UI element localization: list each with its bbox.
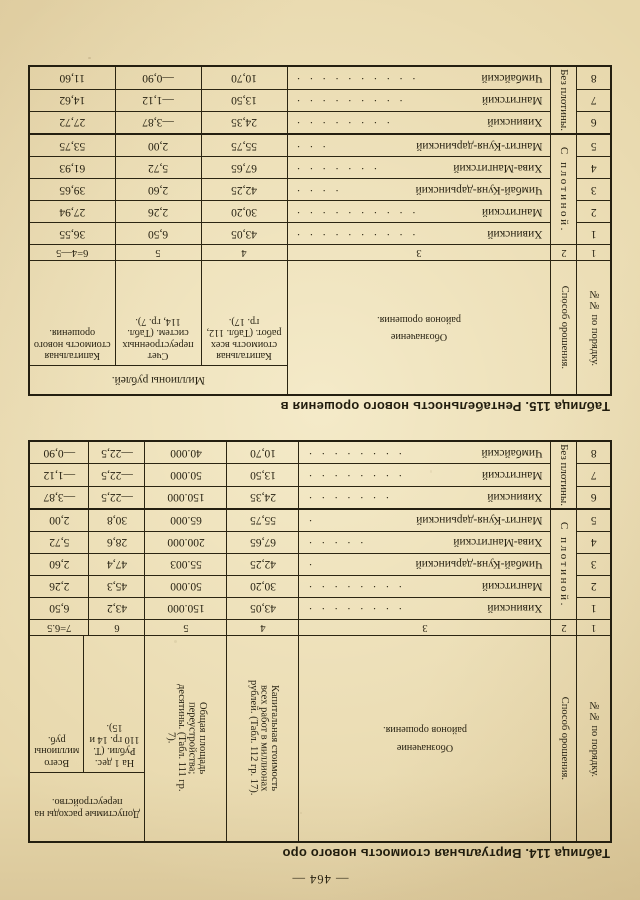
value-capital-cost: 42,25 xyxy=(227,554,299,576)
region-name-cell xyxy=(299,532,551,554)
row-number: 1 xyxy=(577,223,611,245)
colnum-2: 2 xyxy=(551,245,577,261)
row-number: 7 xyxy=(577,464,611,486)
value-capital-cost: 10,70 xyxy=(201,66,287,89)
header-capital-cost-all-works: Капитальная стоимость всех работ в миллионах рублей. (Табл. 112 гр. 17). xyxy=(227,636,299,843)
row-number: 6 xyxy=(577,486,611,509)
leader-dots: · · · · · · · xyxy=(293,161,378,174)
value-capital-cost: 30,20 xyxy=(201,201,287,223)
leader-dots: · · · · · · · · · · xyxy=(293,205,416,218)
header-allowable-expenses-group xyxy=(29,636,145,843)
table-row xyxy=(29,134,611,157)
leader-dots: · xyxy=(305,558,313,571)
row-number: 1 xyxy=(577,598,611,620)
leader-dots: · · · · · · · · · xyxy=(293,94,403,107)
header-region-designation: Обозначение районов орошения. xyxy=(299,636,551,843)
header-capital-cost-new-irrigation: Капитальная стоимость нового орошения. xyxy=(29,261,115,366)
table-115-wrapper xyxy=(28,65,612,414)
value-area: 40.000 xyxy=(145,441,227,464)
value-new-irrigation: 53,75 xyxy=(29,134,115,157)
colnum-2: 2 xyxy=(551,620,577,636)
page-number: — 464 — xyxy=(291,872,349,886)
region-name-cell xyxy=(299,598,551,620)
row-number: 5 xyxy=(577,134,611,157)
value-total: —0,90 xyxy=(29,441,89,464)
region-name-cell xyxy=(287,157,551,179)
leader-dots: · · · · · · · · xyxy=(305,469,403,482)
value-capital-cost: 10,70 xyxy=(227,441,299,464)
table-row xyxy=(29,89,611,111)
table-114-header-row xyxy=(29,636,611,843)
value-new-irrigation: 61,93 xyxy=(29,157,115,179)
value-rebuilt-systems: 5,72 xyxy=(115,157,201,179)
region-name: Хивинский xyxy=(487,602,543,615)
table-row xyxy=(29,509,611,532)
leader-dots: · · · · xyxy=(293,183,339,196)
method-group-without-dam: Без плотины. xyxy=(551,66,577,134)
table-row xyxy=(29,532,611,554)
table-115-title: Таблица 115. Рентабельность нового орошения в xyxy=(280,399,610,415)
region-name-cell xyxy=(287,134,551,157)
value-total: 5,72 xyxy=(29,532,89,554)
value-new-irrigation: 36,55 xyxy=(29,223,115,245)
region-name-cell xyxy=(299,441,551,464)
colnum-5: 5 xyxy=(145,620,227,636)
region-name-cell xyxy=(287,201,551,223)
region-name: Чимбай-Куня-дарьинский xyxy=(415,183,543,196)
value-total: 6,50 xyxy=(29,598,89,620)
value-capital-cost: 13,50 xyxy=(201,89,287,111)
table-row xyxy=(29,179,611,201)
region-name: Хива-Мангитский xyxy=(453,161,543,174)
leader-dots: · · · · · · · · xyxy=(293,116,391,129)
table-row xyxy=(29,441,611,464)
value-total: —3,87 xyxy=(29,486,89,509)
value-total: 2,26 xyxy=(29,576,89,598)
value-area: 200.000 xyxy=(145,532,227,554)
region-name: Хивинский xyxy=(487,116,543,129)
value-area: 65.000 xyxy=(145,509,227,532)
region-name: Чимбайский xyxy=(481,71,543,84)
header-account-rebuilt-systems: Счет переустроенных систем. (Табл. 114, гр. 7). xyxy=(115,261,201,366)
row-number: 6 xyxy=(577,111,611,134)
value-per-desyatina: —22,5 xyxy=(89,486,145,509)
region-name-cell xyxy=(299,464,551,486)
header-millions-rubles: Миллионы рублей. xyxy=(29,366,287,396)
value-capital-cost: 55,75 xyxy=(227,509,299,532)
table-115-header-row xyxy=(29,366,611,396)
table-114-wrapper xyxy=(28,440,612,861)
region-name: Мангитский xyxy=(481,205,543,218)
leader-dots: · · · · · · · · · · xyxy=(293,227,416,240)
row-number: 3 xyxy=(577,179,611,201)
row-number: 3 xyxy=(577,554,611,576)
value-area: 50.000 xyxy=(145,576,227,598)
row-number: 2 xyxy=(577,576,611,598)
colnum-4: 4 xyxy=(201,245,287,261)
value-capital-cost: 24,35 xyxy=(227,486,299,509)
region-name: Мангитский xyxy=(481,94,543,107)
value-area: 55.003 xyxy=(145,554,227,576)
region-name-cell xyxy=(299,576,551,598)
method-group-with-dam: С плотиной. xyxy=(551,509,577,620)
row-number: 4 xyxy=(577,532,611,554)
region-name-cell xyxy=(287,111,551,134)
header-irrigation-method: Способ орошения. xyxy=(551,636,577,843)
value-per-desyatina: 47,4 xyxy=(89,554,145,576)
value-per-desyatina: 45,3 xyxy=(89,576,145,598)
region-name: Чимбай-Куня-дарьинский xyxy=(415,558,543,571)
header-allowable-expenses-label: Допустимые расходы на переустройство. xyxy=(30,773,145,842)
table-row xyxy=(29,201,611,223)
value-capital-cost: 30,20 xyxy=(227,576,299,598)
row-number: 5 xyxy=(577,509,611,532)
value-total: 2,00 xyxy=(29,509,89,532)
value-new-irrigation: 39,65 xyxy=(29,179,115,201)
value-capital-cost: 24,35 xyxy=(201,111,287,134)
header-row-number: №№ по порядку. xyxy=(577,636,611,843)
region-name-cell xyxy=(287,66,551,89)
leader-dots: · · · · · · · xyxy=(305,491,390,504)
value-per-desyatina: —22,5 xyxy=(89,441,145,464)
header-total-millions-rubles: Всего миллионы руб. xyxy=(34,733,80,768)
colnum-7: 7=6.5 xyxy=(29,620,89,636)
value-total: —1,12 xyxy=(29,464,89,486)
value-rebuilt-systems: 2,60 xyxy=(115,179,201,201)
value-capital-cost: 42,25 xyxy=(201,179,287,201)
value-area: 50.000 xyxy=(145,464,227,486)
region-name: Мангитский xyxy=(481,469,543,482)
value-area: 150.000 xyxy=(145,486,227,509)
value-new-irrigation: 11,60 xyxy=(29,66,115,89)
region-name-cell xyxy=(299,509,551,532)
row-number: 2 xyxy=(577,201,611,223)
value-capital-cost: 67,65 xyxy=(201,157,287,179)
table-row xyxy=(29,223,611,245)
table-115 xyxy=(28,65,612,396)
value-rebuilt-systems: —1,12 xyxy=(115,89,201,111)
table-row xyxy=(29,486,611,509)
value-rebuilt-systems: 2,00 xyxy=(115,134,201,157)
value-new-irrigation: 27,94 xyxy=(29,201,115,223)
value-capital-cost: 43,05 xyxy=(201,223,287,245)
value-capital-cost: 67,65 xyxy=(227,532,299,554)
value-new-irrigation: 27,72 xyxy=(29,111,115,134)
leader-dots: · · · · · · · · · · xyxy=(293,71,416,84)
method-group-with-dam: С плотиной. xyxy=(551,134,577,245)
header-region-designation: Обозначение районов орошения. xyxy=(287,261,551,396)
colnum-4: 4 xyxy=(227,620,299,636)
value-rebuilt-systems: —0,90 xyxy=(115,66,201,89)
value-per-desyatina: 43,2 xyxy=(89,598,145,620)
row-number: 7 xyxy=(577,89,611,111)
leader-dots: · · · · · · · · xyxy=(305,446,403,459)
method-group-without-dam: Без плотины. xyxy=(551,441,577,509)
region-name: Хивинский xyxy=(487,491,543,504)
table-row xyxy=(29,554,611,576)
table-row xyxy=(29,576,611,598)
leader-dots: · xyxy=(305,514,313,527)
region-name: Мангит-Куня-дарьинский xyxy=(416,139,543,152)
table-114-title: Таблица 114. Виртуальная стоимость нового оро xyxy=(282,846,610,861)
colnum-6: 6=4—5 xyxy=(29,245,115,261)
header-row-number: №№ по порядку. xyxy=(577,261,611,396)
value-area: 150.000 xyxy=(145,598,227,620)
value-per-desyatina: —22,5 xyxy=(89,464,145,486)
region-name: Хива-Мангитский xyxy=(453,536,543,549)
table-row xyxy=(29,464,611,486)
leader-dots: · · · xyxy=(293,139,327,152)
colnum-3: 3 xyxy=(287,245,551,261)
region-name: Хивинский xyxy=(487,227,543,240)
colnum-6: 6 xyxy=(89,620,145,636)
value-capital-cost: 55,75 xyxy=(201,134,287,157)
table-row xyxy=(29,598,611,620)
row-number: 8 xyxy=(577,66,611,89)
value-total: 2,60 xyxy=(29,554,89,576)
leader-dots: · · · · · · · · xyxy=(305,580,403,593)
value-per-desyatina: 30,8 xyxy=(89,509,145,532)
header-per-desyatina-rubles: На 1 дес. Рубли. (Т. 110 гр. 14 и 15). xyxy=(84,636,145,772)
header-capital-cost-all-works: Капитальная стоимость всех работ. (Табл. 112, гр. 17). xyxy=(201,261,287,366)
table-114-column-numbers xyxy=(29,620,611,636)
document-page xyxy=(28,14,612,886)
leader-dots: · · · · · xyxy=(305,536,364,549)
colnum-1: 1 xyxy=(577,620,611,636)
region-name-cell xyxy=(287,89,551,111)
colnum-1: 1 xyxy=(577,245,611,261)
value-capital-cost: 13,50 xyxy=(227,464,299,486)
header-irrigation-method: Способ орошения. xyxy=(551,261,577,396)
table-separator xyxy=(28,414,612,440)
row-number: 4 xyxy=(577,157,611,179)
colnum-5: 5 xyxy=(115,245,201,261)
region-name: Чимбайский xyxy=(481,446,543,459)
table-row xyxy=(29,111,611,134)
value-rebuilt-systems: 2,26 xyxy=(115,201,201,223)
value-new-irrigation: 14,62 xyxy=(29,89,115,111)
colnum-3: 3 xyxy=(299,620,551,636)
region-name-cell xyxy=(287,223,551,245)
header-total-area: Общая площадь переустройства; десятины. (Табл. 111 гр. 7). xyxy=(145,636,227,843)
table-115-column-numbers xyxy=(29,245,611,261)
value-capital-cost: 43,05 xyxy=(227,598,299,620)
region-name: Мангитский xyxy=(481,580,543,593)
value-per-desyatina: 28,6 xyxy=(89,532,145,554)
leader-dots: · · · · · · · · xyxy=(305,602,403,615)
row-number: 8 xyxy=(577,441,611,464)
region-name-cell xyxy=(299,554,551,576)
region-name: Мангит-Куня-дарьинский xyxy=(416,514,543,527)
table-row xyxy=(29,157,611,179)
value-rebuilt-systems: —3,87 xyxy=(115,111,201,134)
value-rebuilt-systems: 6,50 xyxy=(115,223,201,245)
table-114 xyxy=(28,440,612,843)
table-row xyxy=(29,66,611,89)
region-name-cell xyxy=(287,179,551,201)
region-name-cell xyxy=(299,486,551,509)
